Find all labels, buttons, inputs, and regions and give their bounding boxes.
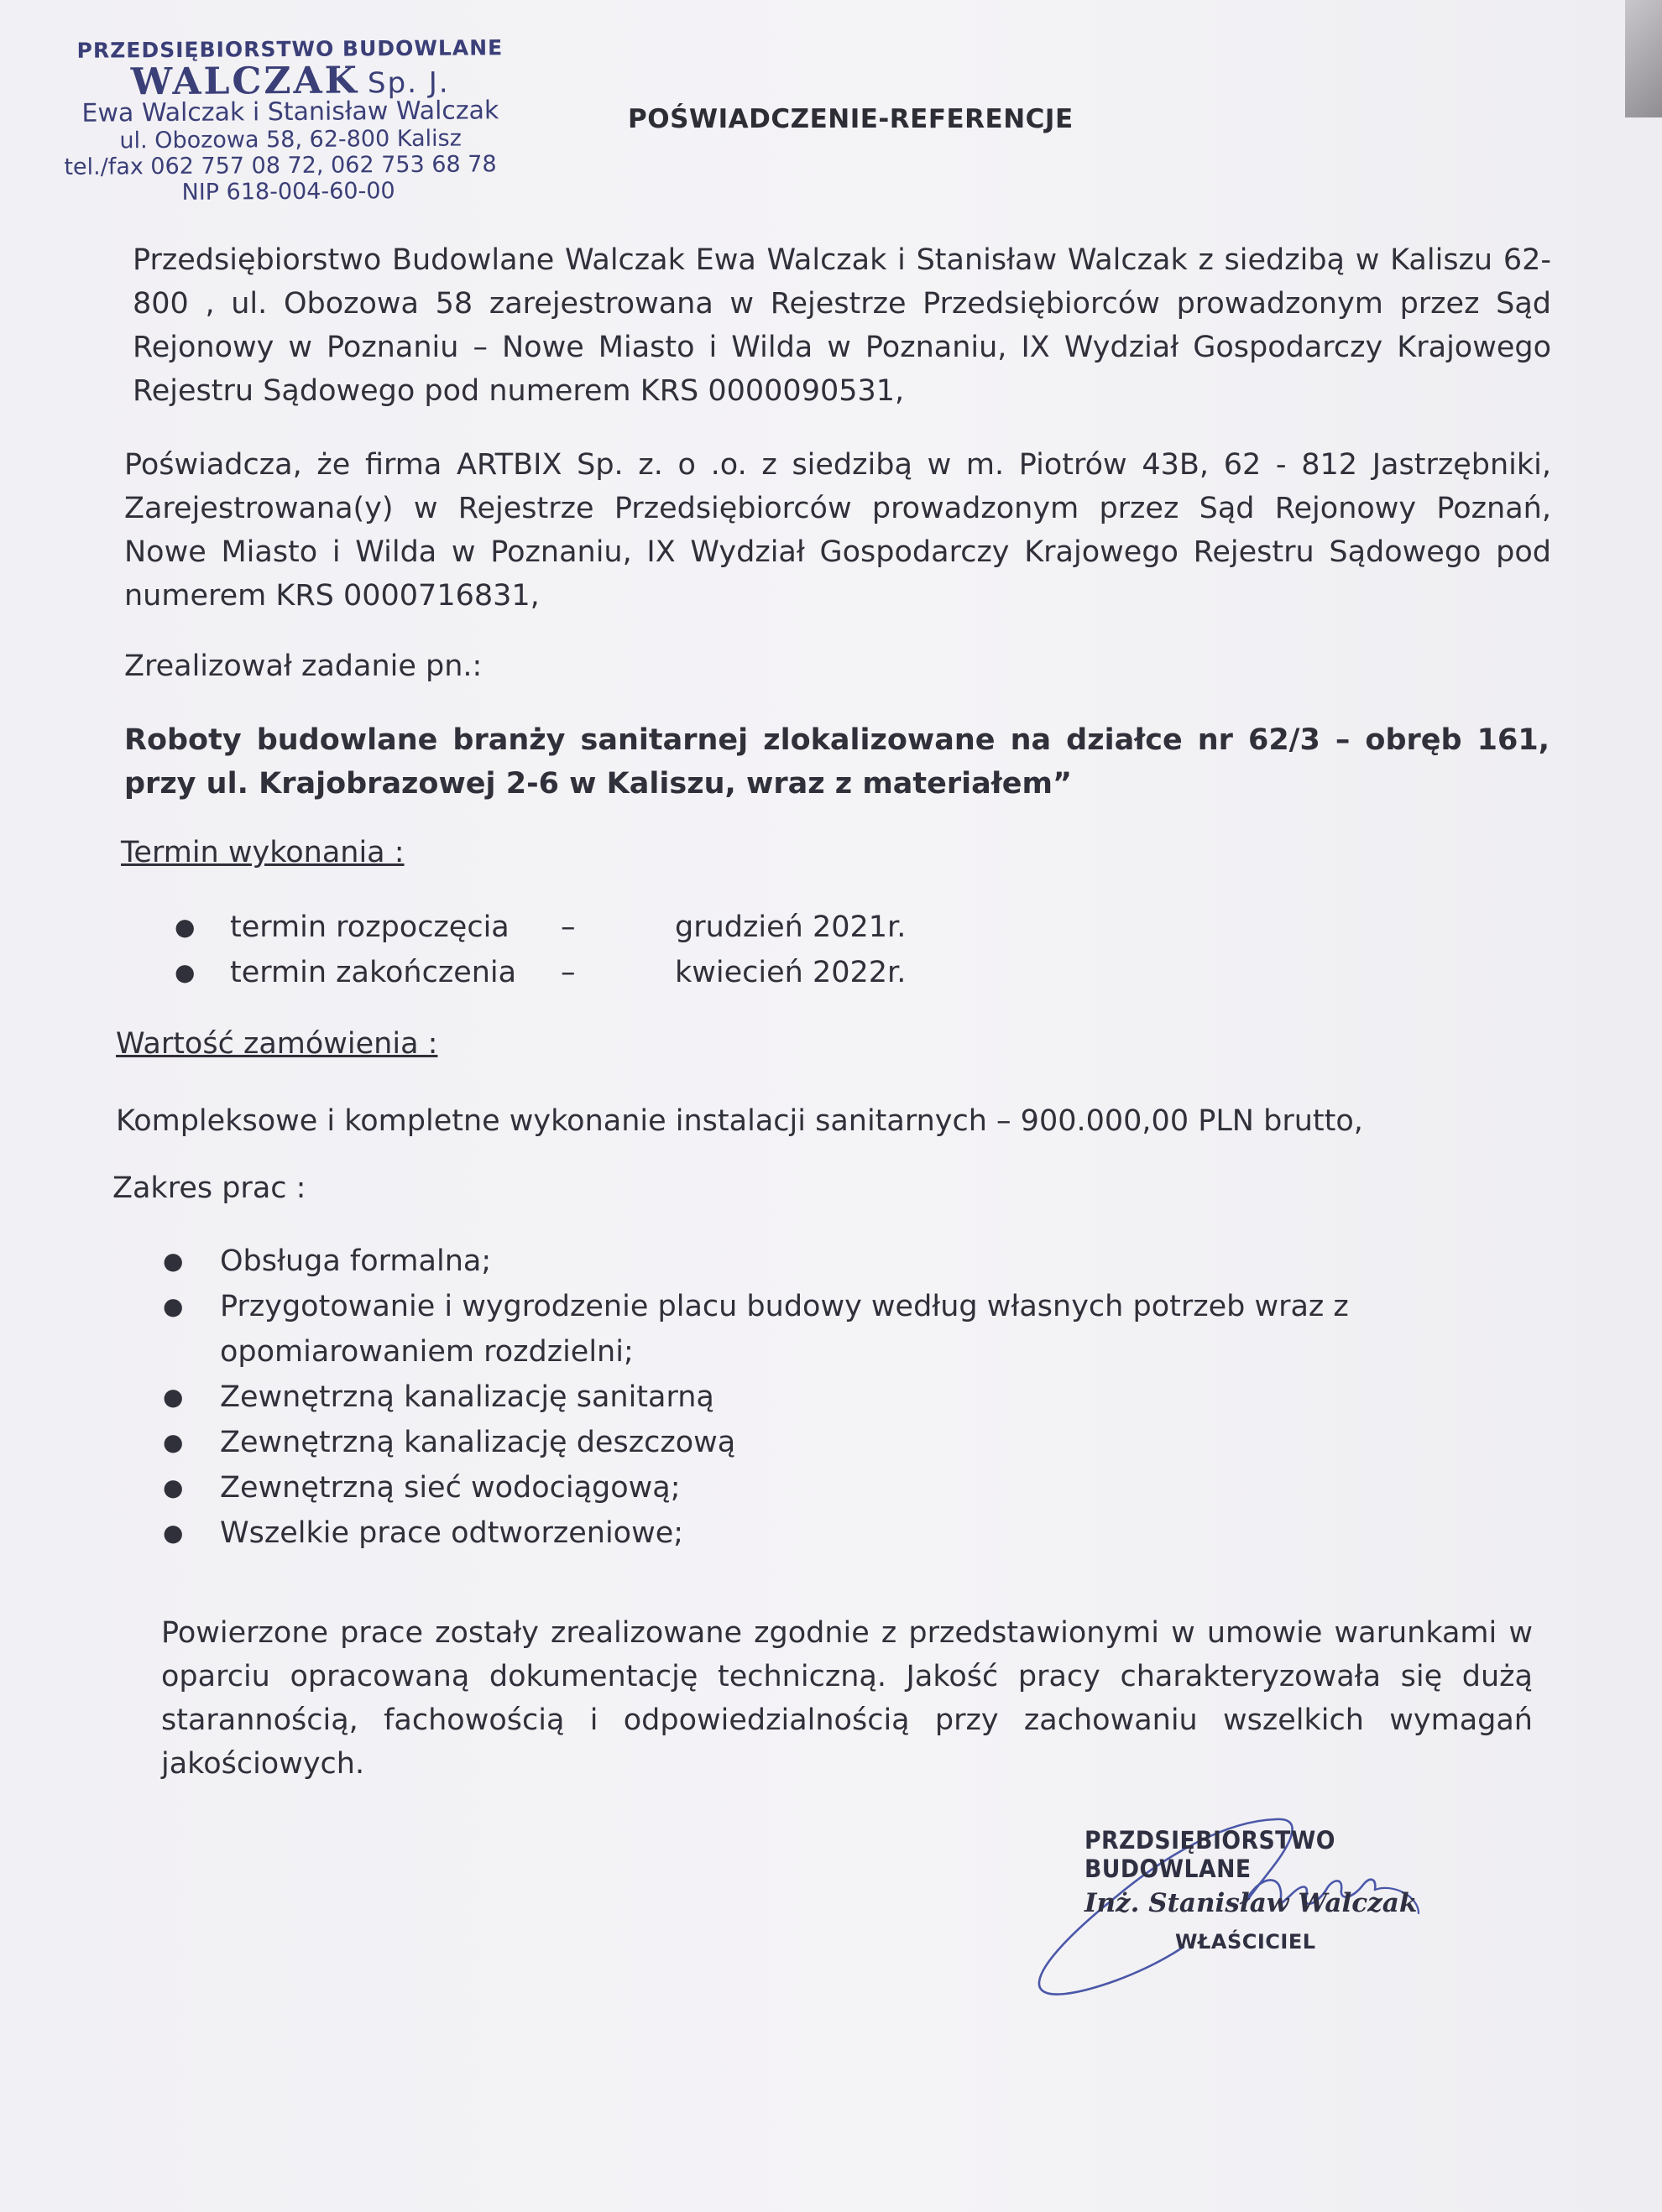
scope-item-text: Zewnętrzną kanalizację deszczową — [220, 1426, 736, 1459]
stamp-address: ul. Obozowa 58, 62-800 Kalisz — [119, 125, 462, 154]
bullet-icon: ● — [175, 913, 196, 941]
bullet-icon: ● — [163, 1292, 184, 1320]
task-name: Roboty budowlane branży sanitarnej zlokalizowane na działce nr 62/3 – obręb 161, przy ul. Krajobrazowej 2-6 w Kaliszu, wraz z materiałem” — [124, 723, 1550, 801]
stamp-suffix: Sp. J. — [367, 65, 450, 101]
paragraph-issuer: Przedsiębiorstwo Budowlane Walczak Ewa Walczak i Stanisław Walczak z siedzibą w Kaliszu 62-800 , ul. Obozowa 58 zarejestrowana w Rejestrze Przedsiębiorców prowadzonym przez Sąd Rejonowy w Poznaniu – Nowe Miasto i Wilda w Poznaniu, IX Wydział Gospodarczy Krajowego Rejestru Sądowego pod numerem KRS 0000090531, — [133, 243, 1551, 408]
page-edge-shadow — [1625, 0, 1662, 117]
stamp-phone: tel./fax 062 757 08 72, 062 753 68 78 — [64, 151, 497, 180]
closing-paragraph: Powierzone prace zostały zrealizowane zgodnie z przedstawionymi w umowie warunkami w oparciu opracowaną dokumentację techniczną. Jakość pracy charakteryzowała się dużą starannością, fachowością i odpowiedzialnością przy zachowaniu wszelkich wymagań jakościowych. — [161, 1616, 1533, 1781]
signature-company: PRZDSIĘBIORSTWO BUDOWLANE — [1084, 1826, 1335, 1883]
value-text: Kompleksowe i kompletne wykonanie instalacji sanitarnych – 900.000,00 PLN brutto, — [116, 1104, 1363, 1138]
stamp-nip: NIP 618-004-60-00 — [181, 178, 395, 206]
company-header-stamp — [64, 35, 509, 206]
list-item — [163, 1239, 1581, 1284]
stamp-line-1: PRZEDSIĘBIORSTWO BUDOWLANE — [76, 35, 504, 63]
scope-item-text: Zewnętrzną sieć wodociągową; — [220, 1471, 681, 1505]
scope-item-text: Wszelkie prace odtworzeniowe; — [220, 1516, 684, 1550]
paragraph-certifies: Poświadcza, że firma ARTBIX Sp. z. o .o. z siedzibą w m. Piotrów 43B, 62 - 812 Jastrzębniki, Zarejestrowana(y) w Rejestrze Przedsiębiorców prowadzonym przez Sąd Rejonowy Poznań, Nowe Miasto i Wilda w Poznaniu, IX Wydział Gospodarczy Krajowego Rejestru Sądowego pod numerem KRS 0000716831, — [124, 448, 1551, 613]
task-intro: Zrealizował zadanie pn.: — [124, 650, 483, 683]
stamp-owners: Ewa Walczak i Stanisław Walczak — [81, 96, 499, 128]
term-label: termin rozpoczęcia — [230, 910, 510, 944]
list-item — [163, 1465, 1581, 1510]
signature-stamp — [1024, 1796, 1477, 2014]
bullet-icon: ● — [163, 1247, 184, 1275]
document-title: POŚWIADCZENIE-REFERENCJE — [628, 104, 1074, 134]
list-item — [163, 1420, 1581, 1465]
bullet-icon: ● — [163, 1474, 184, 1501]
term-dash: – — [561, 910, 576, 944]
term-heading: Termin wykonania : — [121, 836, 405, 869]
scope-item-text: Obsługa formalna; — [220, 1244, 492, 1278]
scope-item-text: Przygotowanie i wygrodzenie placu budowy według własnych potrzeb wraz z opomiarowaniem rozdzielni; — [220, 1290, 1349, 1369]
bullet-icon: ● — [163, 1428, 184, 1456]
term-value: grudzień 2021r. — [675, 910, 907, 944]
list-item — [163, 1284, 1581, 1375]
stamp-company: WALCZAK — [130, 59, 360, 104]
bullet-icon: ● — [163, 1519, 184, 1547]
bullet-icon: ● — [163, 1383, 184, 1411]
term-value: kwiecień 2022r. — [675, 956, 907, 989]
signature-role: WŁAŚCICIEL — [1175, 1930, 1316, 1954]
list-item — [163, 1510, 1581, 1556]
term-label: termin zakończenia — [230, 956, 517, 989]
signature-name: Inż. Stanisław Walczak — [1084, 1888, 1418, 1918]
term-dash: – — [561, 956, 576, 989]
bullet-icon: ● — [175, 958, 196, 986]
list-item — [163, 1375, 1581, 1420]
scope-list — [163, 1239, 1581, 1556]
scope-heading: Zakres prac : — [112, 1171, 306, 1205]
value-heading: Wartość zamówienia : — [116, 1027, 438, 1061]
scope-item-text: Zewnętrzną kanalizację sanitarną — [220, 1380, 714, 1414]
